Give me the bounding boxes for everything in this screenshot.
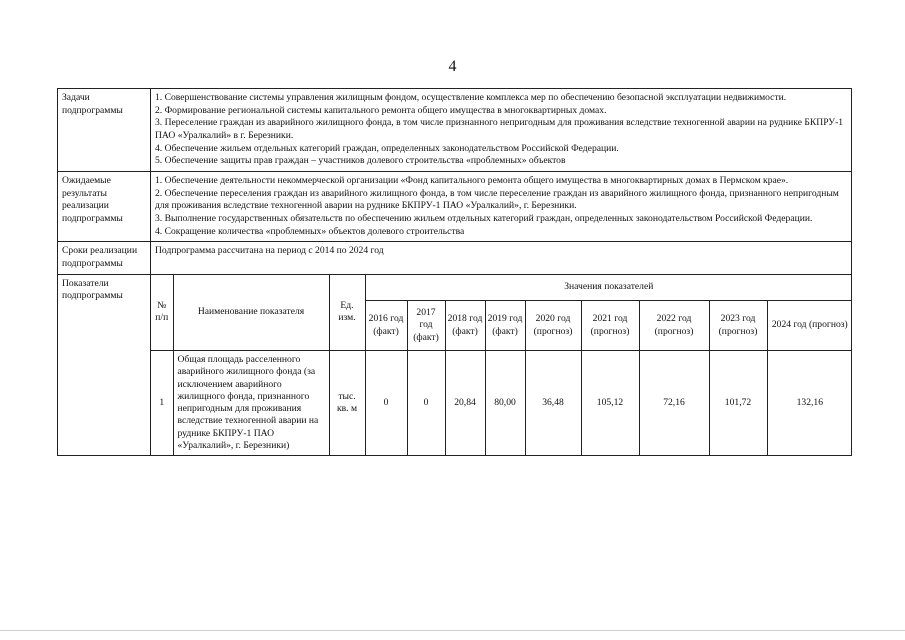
indicator-row <box>151 351 852 456</box>
row-label-indicators: Показатели подпрограммы <box>58 274 151 456</box>
header-year: 2019 год (факт) <box>485 301 525 351</box>
header-year: 2020 год (прогноз) <box>525 301 581 351</box>
scan-edge-line <box>0 630 905 631</box>
indicator-value: 105,12 <box>581 351 639 456</box>
header-year: 2017 год (факт) <box>407 301 445 351</box>
header-year: 2018 год (факт) <box>445 301 485 351</box>
indicator-num: 1 <box>151 351 173 456</box>
row-label-tasks: Задачи подпрограммы <box>58 89 151 172</box>
indicator-value: 132,16 <box>767 351 852 456</box>
tasks-content <box>151 89 852 172</box>
header-values-group: Значения показателей <box>365 275 852 301</box>
result-item: 4. Сокращение количества «проблемных» объектов долевого строительства <box>155 225 465 237</box>
page-number: 4 <box>448 58 457 75</box>
row-terms <box>58 242 852 274</box>
indicator-name: Общая площадь расселенного аварийного жилищного фонда (за исключением аварийного жилищного фонда, признанного непригодным для проживания вследствие техногенной аварии на руднике БКПРУ-1 ПАО «Уралкалий», г. Березники) <box>173 351 329 456</box>
result-item: 2. Обеспечение переселения граждан из аварийного жилищного фонда, в том числе переселение граждан из аварийного жилищного фонда, признанного непригодным для проживания вследствие техногенной аварии на руднике БКПРУ-1 ПАО «Уралкалий», г. Березники. <box>155 187 839 212</box>
task-item: 3. Переселение граждан из аварийного жилищного фонда, в том числе признанного непригодным для проживания вследствие техногенной аварии на руднике БКПРУ-1 ПАО «Уралкалий» в г. Березники. <box>155 117 844 141</box>
header-num: № п/п <box>151 275 173 351</box>
header-unit: Ед. изм. <box>329 275 365 351</box>
task-item: 1. Совершенствование системы управления жилищным фондом, осуществление комплекса мер по обеспечению безопасной эксплуатации недвижимости. <box>155 92 787 103</box>
terms-value: Подпрограмма рассчитана на период с 2014 по 2024 год <box>151 242 852 274</box>
header-year: 2016 год (факт) <box>365 301 407 351</box>
row-label-terms: Сроки реализации подпрограммы <box>58 242 151 274</box>
result-item: 3. Выполнение государственных обязательств по обеспечению жильем отдельных категорий граждан, определенных законодательством Российской Федерации. <box>155 212 813 224</box>
results-content <box>151 171 852 241</box>
row-indicators <box>58 274 852 456</box>
task-item: 4. Обеспечение жильем отдельных категорий граждан, определенных законодательством Российской Федерации. <box>155 142 619 154</box>
row-tasks <box>58 89 852 172</box>
indicator-unit: тыс. кв. м <box>329 351 365 456</box>
indicator-value: 101,72 <box>709 351 767 456</box>
indicator-value: 0 <box>365 351 407 456</box>
header-name: Наименование показателя <box>173 275 329 351</box>
row-results <box>58 171 852 241</box>
row-label-results: Ожидаемые результаты реализации подпрограммы <box>58 171 151 241</box>
result-item: 1. Обеспечение деятельности некоммерческой организации «Фонд капитального ремонта общего имущества в многоквартирных домах в Пермском крае». <box>155 174 789 186</box>
indicators-table <box>151 275 852 456</box>
task-item: 2. Формирование региональной системы капитального ремонта общего имущества в многоквартирных домах. <box>155 104 607 116</box>
indicator-value: 20,84 <box>445 351 485 456</box>
header-year: 2023 год (прогноз) <box>709 301 767 351</box>
header-year: 2024 год (прогноз) <box>767 301 852 351</box>
indicators-header-row-1 <box>151 275 852 301</box>
header-year: 2022 год (прогноз) <box>639 301 709 351</box>
header-year: 2021 год (прогноз) <box>581 301 639 351</box>
indicator-value: 0 <box>407 351 445 456</box>
passport-table <box>57 88 852 456</box>
indicator-value: 36,48 <box>525 351 581 456</box>
indicator-value: 72,16 <box>639 351 709 456</box>
indicators-content <box>151 274 852 456</box>
indicator-value: 80,00 <box>485 351 525 456</box>
task-item: 5. Обеспечение защиты прав граждан – участников долевого строительства «проблемных» объектов <box>155 155 566 167</box>
